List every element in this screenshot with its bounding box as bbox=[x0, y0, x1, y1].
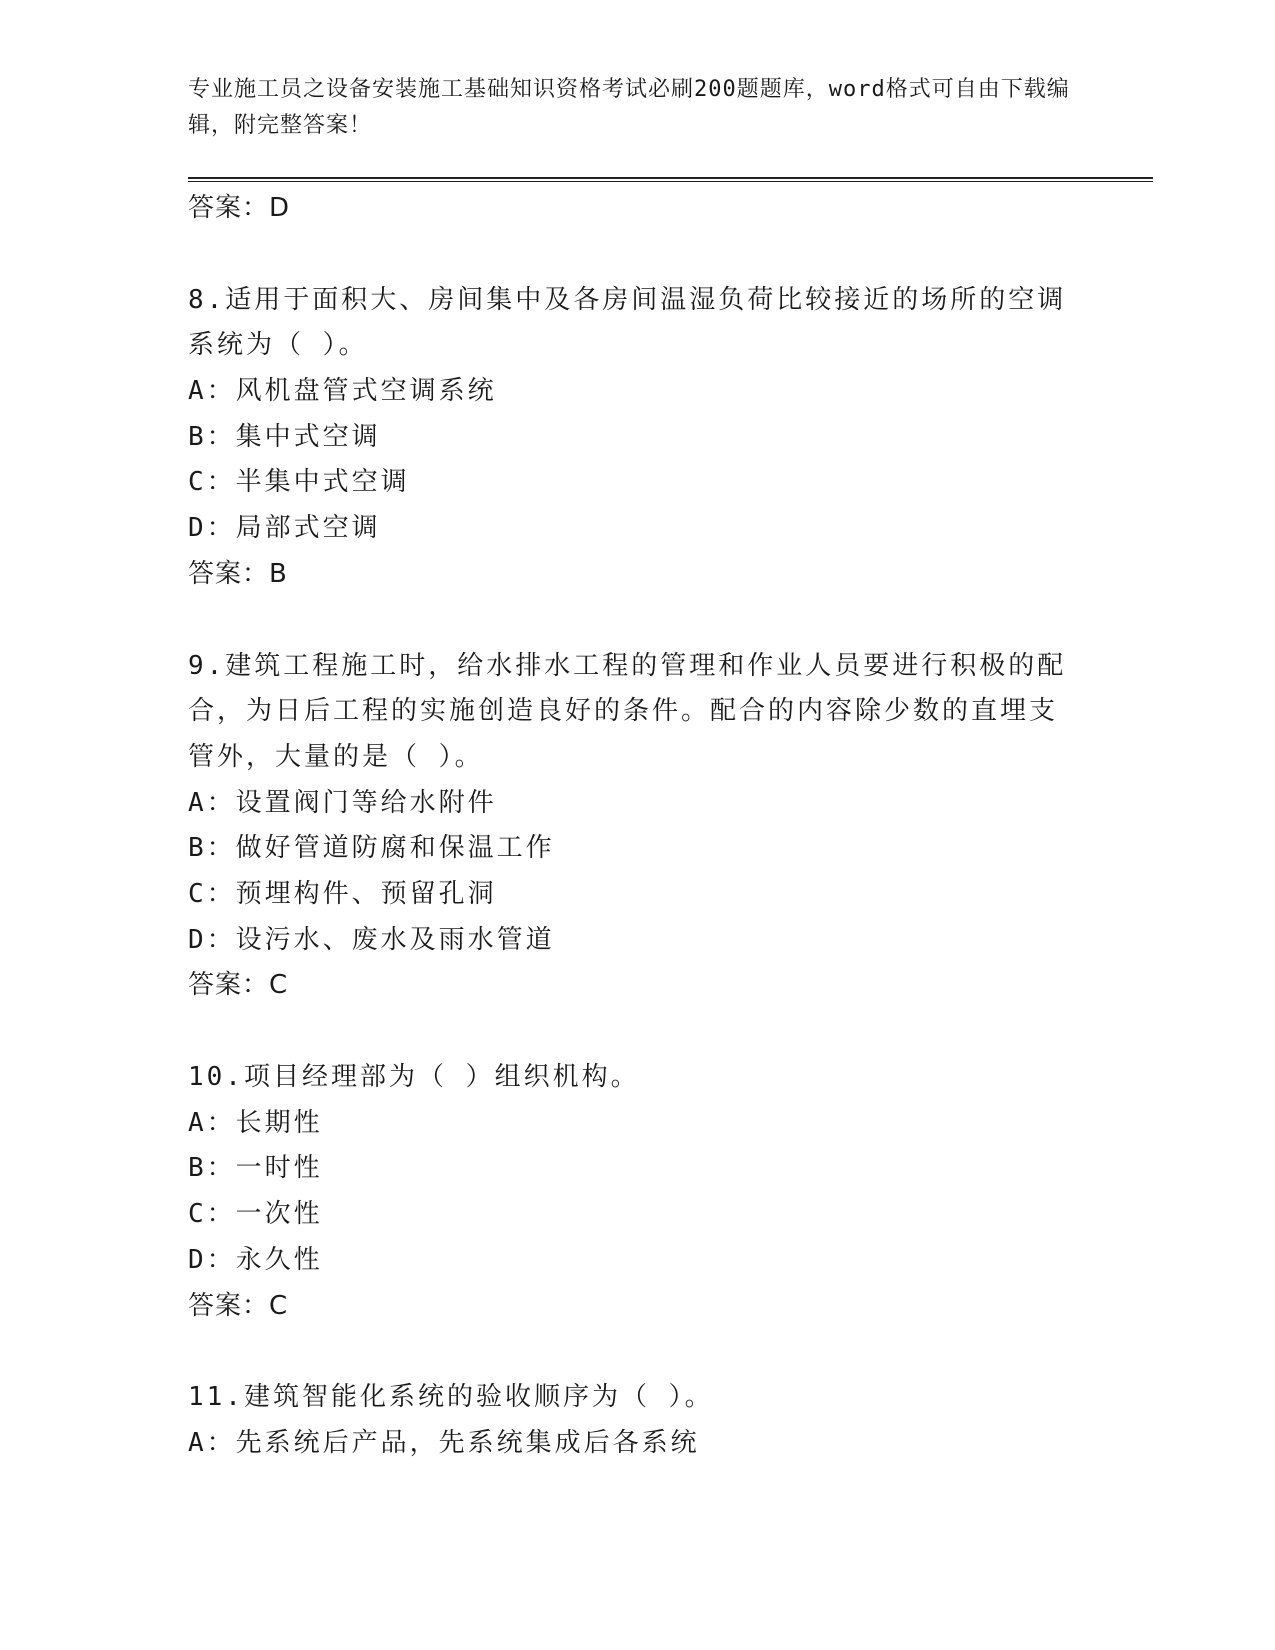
answer-line: 答案：C bbox=[188, 1290, 289, 1321]
question-list bbox=[188, 186, 1088, 1467]
question-text: 9.建筑工程施工时，给水排水工程的管理和作业人员要进行积极的配 bbox=[188, 650, 1067, 681]
option-a: A：设置阀门等给水附件 bbox=[188, 787, 497, 818]
option-b: B：一时性 bbox=[188, 1153, 323, 1184]
question-text: 8.适用于面积大、房间集中及各房间温湿负荷比较接近的场所的空调 bbox=[188, 284, 1067, 315]
question-block bbox=[188, 644, 1088, 1010]
header-divider bbox=[188, 177, 1153, 182]
question-gap bbox=[188, 1329, 1088, 1375]
option-a: A：长期性 bbox=[188, 1107, 323, 1138]
option-c: C：预埋构件、预留孔洞 bbox=[188, 879, 497, 910]
question-gap bbox=[188, 1009, 1088, 1055]
question-block bbox=[188, 1055, 1088, 1329]
question-gap bbox=[188, 598, 1088, 644]
question-block bbox=[188, 1375, 1088, 1466]
question-block bbox=[188, 278, 1088, 598]
question-gap bbox=[188, 232, 1088, 278]
question-text: 系统为（ ）。 bbox=[188, 330, 368, 361]
question-text: 管外，大量的是（ ）。 bbox=[188, 741, 484, 772]
answer-line: 答案：D bbox=[188, 193, 291, 223]
option-d: D：设污水、废水及雨水管道 bbox=[188, 924, 555, 955]
option-b: B：集中式空调 bbox=[188, 421, 381, 452]
option-b: B：做好管道防腐和保温工作 bbox=[188, 833, 555, 864]
question-text: 11.建筑智能化系统的验收顺序为（ ）。 bbox=[188, 1382, 714, 1413]
question-text: 10.项目经理部为（ ）组织机构。 bbox=[188, 1062, 640, 1093]
question-text: 合，为日后工程的实施创造良好的条件。配合的内容除少数的直埋支 bbox=[188, 696, 1059, 727]
option-a: A：先系统后产品，先系统集成后各系统 bbox=[188, 1427, 700, 1458]
option-c: C：一次性 bbox=[188, 1199, 323, 1230]
option-a: A：风机盘管式空调系统 bbox=[188, 376, 497, 407]
option-d: D：永久性 bbox=[188, 1244, 323, 1275]
answer-line: 答案：B bbox=[188, 558, 288, 589]
page-header: 专业施工员之设备安装施工基础知识资格考试必刷200题题库，word格式可自由下载编辑，附完整答案！ bbox=[188, 77, 1070, 138]
option-d: D：局部式空调 bbox=[188, 513, 381, 544]
answer-line: 答案：C bbox=[188, 970, 289, 1001]
option-c: C：半集中式空调 bbox=[188, 467, 410, 498]
